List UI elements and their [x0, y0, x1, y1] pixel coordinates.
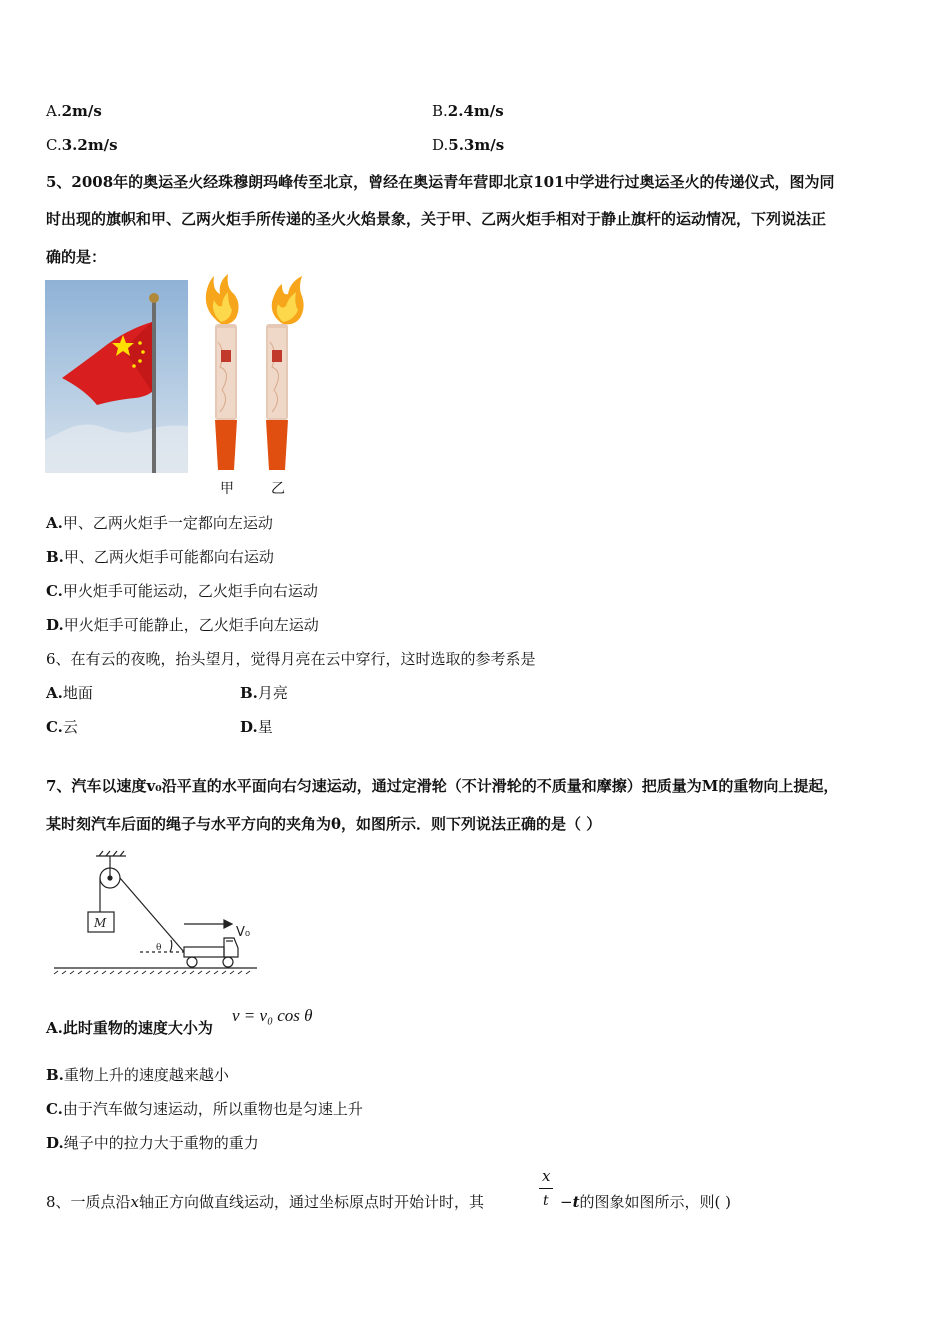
- option-text: 甲、乙两火炬手可能都向右运动: [63, 548, 274, 566]
- option-text: 地面: [62, 684, 93, 702]
- option-a-formula: v = v₀ cos θ: [232, 1006, 313, 1025]
- torch-yi-image: [260, 272, 306, 477]
- option-letter: D.: [240, 718, 258, 736]
- option-letter: A.: [46, 684, 63, 702]
- option-letter: B.: [240, 684, 258, 702]
- option-text: 绳子中的拉力大于重物的重力: [63, 1134, 259, 1152]
- option-letter: B.: [432, 102, 448, 120]
- q8-stem: [46, 1191, 484, 1212]
- q5-option-b[interactable]: [46, 546, 274, 567]
- q7-option-d[interactable]: [46, 1132, 259, 1153]
- option-letter: C.: [46, 718, 63, 736]
- q7-stem-line-2: 某时刻汽车后面的绳子与水平方向的夹角为θ，如图所示．则下列说法正确的是（ ）: [46, 815, 602, 833]
- option-text: 甲火炬手可能运动，乙火炬手向右运动: [62, 582, 318, 600]
- option-text: 3.2m/s: [61, 136, 118, 154]
- q8-stem-part-a: 8、一质点沿: [46, 1193, 131, 1211]
- q5-option-c[interactable]: [46, 580, 318, 601]
- option-letter: D.: [46, 616, 64, 634]
- option-letter: A.: [46, 514, 63, 532]
- option-text: 云: [62, 718, 78, 736]
- q4-option-d[interactable]: [432, 136, 504, 154]
- q4-option-c[interactable]: [46, 136, 118, 154]
- angle-label: θ: [156, 943, 162, 953]
- q7-option-b[interactable]: [46, 1064, 229, 1085]
- torch-jia-image: [198, 272, 244, 477]
- q4-option-b[interactable]: [432, 102, 504, 120]
- torch-label-yi: 乙: [271, 481, 285, 497]
- option-letter: C.: [46, 582, 63, 600]
- q8-frac-numerator: x: [542, 1167, 551, 1185]
- q8-frac-bar: [539, 1188, 553, 1189]
- torch-label-jia: 甲: [220, 481, 234, 497]
- q6-option-d[interactable]: [240, 716, 273, 737]
- q8-stem-part-d: 的图象如图所示，则( ): [579, 1193, 731, 1211]
- q6-option-a[interactable]: [46, 682, 93, 703]
- option-text: 5.3m/s: [448, 136, 505, 154]
- option-text: 甲、乙两火炬手一定都向左运动: [62, 514, 273, 532]
- pulley-truck-diagram: [52, 850, 267, 978]
- option-text: 2.4m/s: [447, 102, 504, 120]
- mass-label: M: [94, 916, 107, 930]
- option-letter: C.: [46, 136, 62, 154]
- q8-var-t: t: [572, 1193, 580, 1211]
- option-letter: B.: [46, 548, 64, 566]
- q7-option-c[interactable]: [46, 1098, 363, 1119]
- q8-frac-denominator: t: [543, 1193, 549, 1209]
- option-text: 月亮: [257, 684, 288, 702]
- q8-minus: −: [560, 1193, 573, 1211]
- q8-stem-tail: [560, 1191, 731, 1212]
- option-letter: D.: [432, 136, 449, 154]
- option-letter: D.: [46, 1134, 64, 1152]
- q8-stem-part-b: 轴正方向做直线运动，通过坐标原点时开始计时，其: [139, 1193, 485, 1211]
- option-text: 重物上升的速度越来越小: [63, 1066, 229, 1084]
- q5-option-d[interactable]: [46, 614, 319, 635]
- q5-option-a[interactable]: [46, 512, 273, 533]
- option-letter: C.: [46, 1100, 63, 1118]
- option-letter: A.: [46, 102, 62, 120]
- q5-stem-line-1: 5、2008年的奥运圣火经珠穆朗玛峰传至北京，曾经在奥运青年营即北京101中学进行过奥运圣火的传递仪式，图为同: [46, 173, 835, 191]
- q6-stem: 6、在有云的夜晚，抬头望月，觉得月亮在云中穿行，这时选取的参考系是: [46, 650, 536, 668]
- q6-option-b[interactable]: [240, 682, 288, 703]
- option-text: 星: [257, 718, 273, 736]
- option-text: 由于汽车做匀速运动，所以重物也是匀速上升: [62, 1100, 363, 1118]
- q7-stem-line-1: 7、汽车以速度v₀沿平直的水平面向右匀速运动，通过定滑轮（不计滑轮的不质量和摩擦）把质量为M的重物向上提起，: [46, 777, 839, 795]
- q8-var-x: x: [130, 1193, 140, 1211]
- option-text: 2m/s: [61, 102, 102, 120]
- q5-stem-line-2: 时出现的旗帜和甲、乙两火炬手所传递的圣火火焰景象，关于甲、乙两火炬手相对于静止旗杆的运动情况，下列说法正: [46, 210, 827, 228]
- option-a-text: A.此时重物的速度大小为: [46, 1019, 213, 1037]
- q6-option-c[interactable]: [46, 716, 78, 737]
- option-text: 甲火炬手可能静止，乙火炬手向左运动: [63, 616, 319, 634]
- q5-stem-line-3: 确的是：: [46, 248, 107, 266]
- option-letter: B.: [46, 1066, 64, 1084]
- flag-photo: [45, 280, 188, 473]
- velocity-label: V₀: [236, 925, 251, 940]
- q4-option-a[interactable]: [46, 102, 102, 120]
- q7-option-a[interactable]: [46, 1017, 213, 1038]
